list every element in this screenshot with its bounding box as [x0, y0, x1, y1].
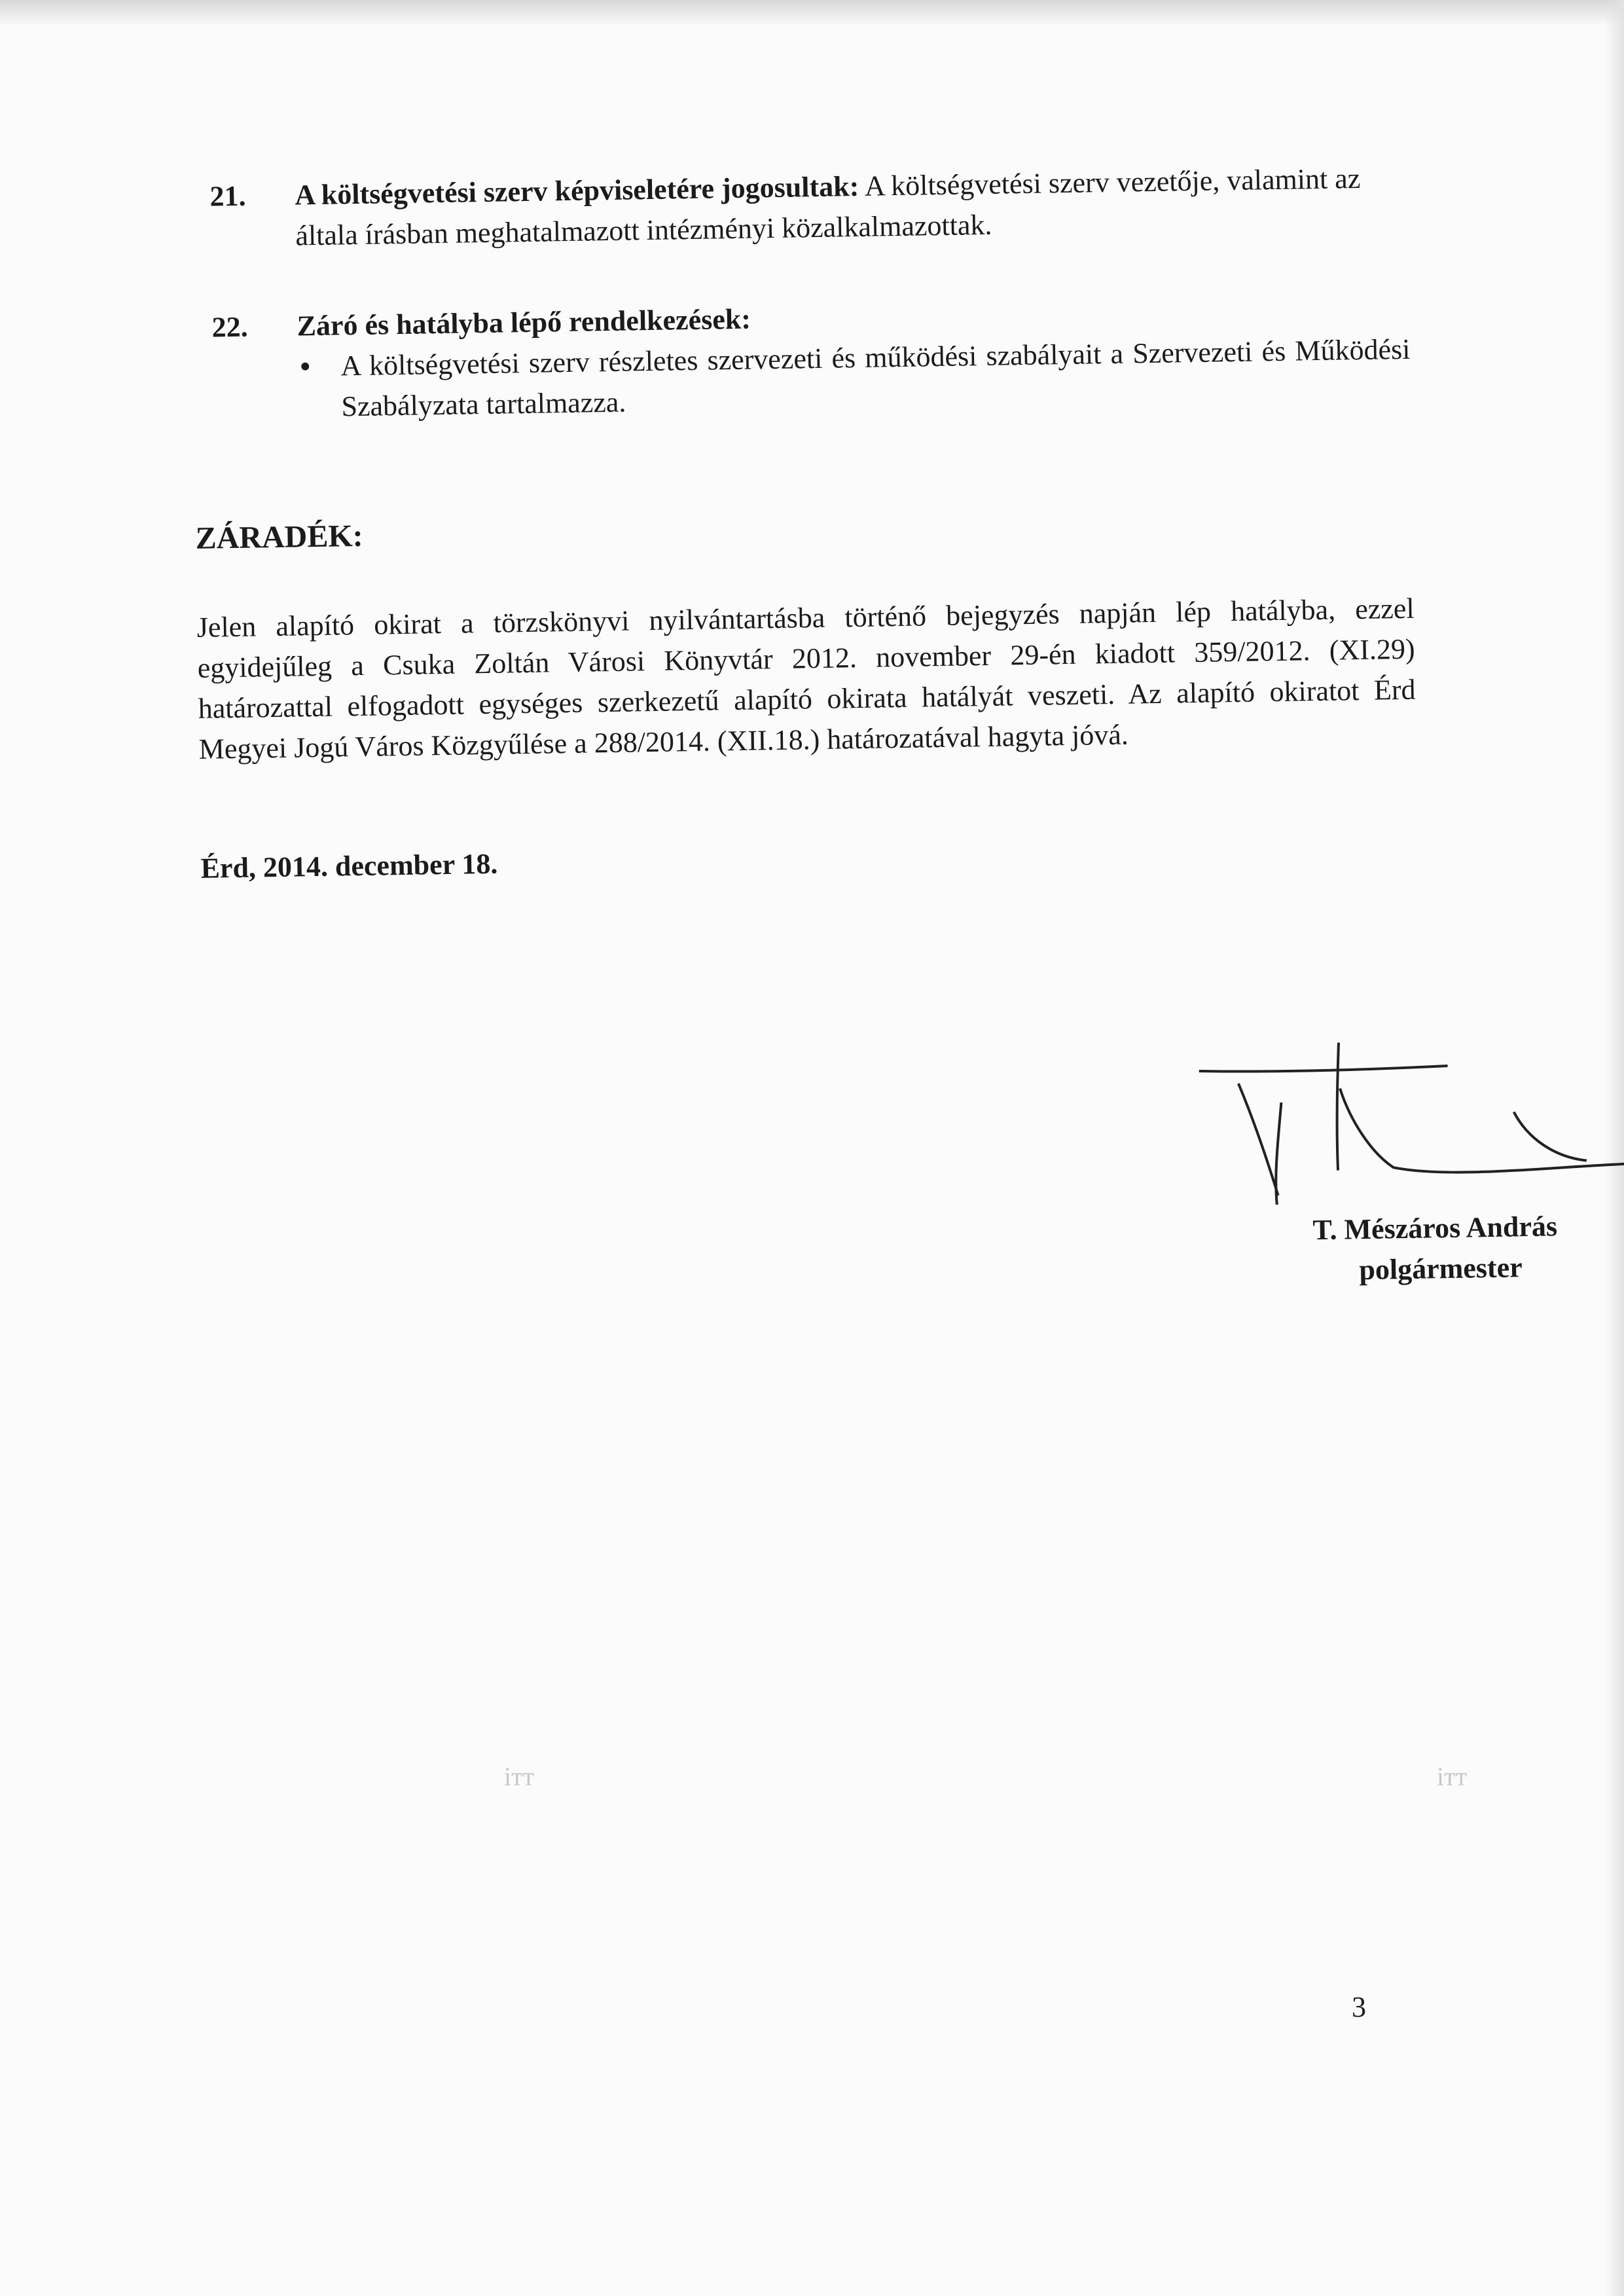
section-21 [190, 158, 1409, 258]
section-22-body [297, 289, 1411, 428]
section-number: 21. [209, 179, 246, 213]
place-date: Érd, 2014. december 18. [200, 847, 498, 884]
scan-artifact: iтт [1437, 1762, 1468, 1791]
bullet-item [297, 329, 1411, 428]
section-heading: A költségvetési szerv képviseletére jogosultak: [295, 170, 859, 211]
bullet-text: A költségvetési szerv részletes szervezeti és működési szabályait a Szervezeti és Működési Szabályzata tartalmazza. [340, 333, 1411, 423]
signature-block [1277, 1038, 1624, 1305]
section-22 [192, 289, 1411, 429]
signer-title: polgármester [1359, 1251, 1523, 1286]
section-number: 22. [211, 310, 248, 344]
bullet-icon: • [300, 350, 311, 383]
section-21-body [295, 158, 1409, 257]
section-text: A költségvetési szerv vezetője, valamint az általa írásban meghatalmazott intézményi közalkalmazottak. [295, 162, 1361, 252]
scan-artifact: iтт [504, 1762, 535, 1791]
signer-name: T. Mészáros András [1312, 1210, 1558, 1247]
section-heading: Záró és hatályba lépő rendelkezések: [297, 302, 751, 342]
zaradek-title: ZÁRADÉK: [195, 518, 364, 556]
zaradek-text: Jelen alapító okirat a törzskönyvi nyilvántartásba történő bejegyzés napján lép hatályba, ezzel egyidejűleg a Csuka Zoltán Városi Könyvtár 2012. november 29-én kiadott 359/2012. (XI.29) határozattal elfogadott egységes szerkezetű alapító okirata hatályát veszeti. Az alapító okiratot Érd Megyei Jogú Város Közgyűlése a 288/2014. (XII.18.) határozatával hagyta jóvá. [196, 592, 1416, 765]
scan-shadow-top [0, 0, 1624, 26]
page-number: 3 [1352, 1991, 1366, 2023]
document-body [190, 158, 1558, 1286]
